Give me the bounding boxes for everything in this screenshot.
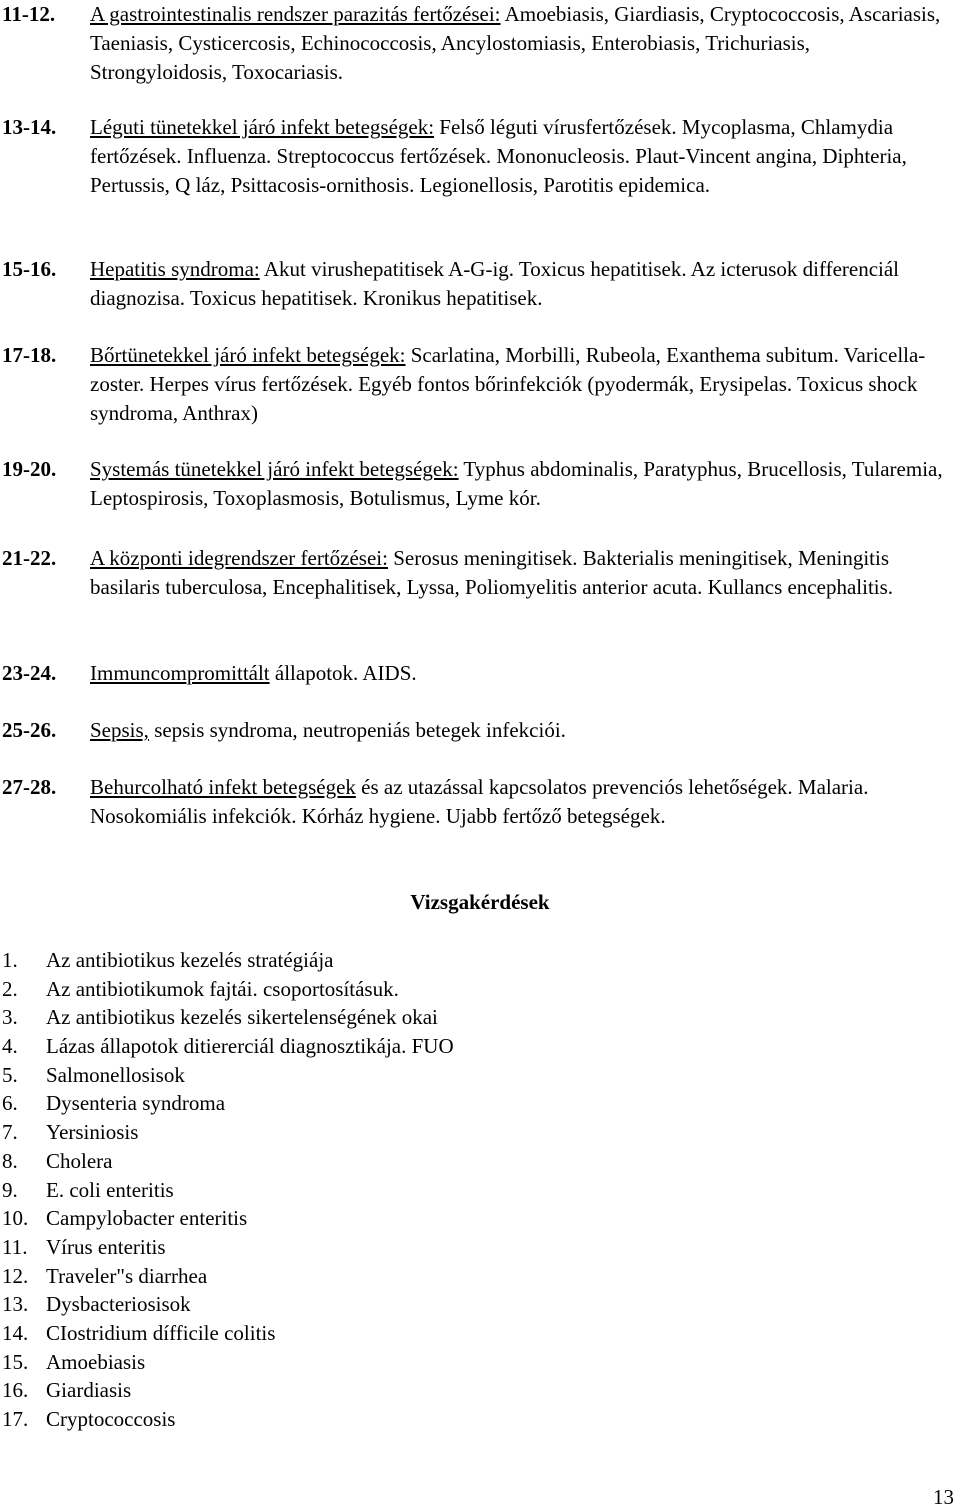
question-number: 16. [2, 1378, 29, 1403]
entry-number: 23-24. [2, 661, 57, 685]
question-text: Campylobacter enteritis [46, 1206, 248, 1231]
question-number: 15. [2, 1349, 29, 1374]
question-text: Lázas állapotok ditiererciál diagnosztikája. FUO [46, 1034, 454, 1059]
entry-text [90, 255, 950, 313]
question-number: 2. [2, 976, 18, 1001]
exam-question [0, 1348, 960, 1377]
exam-question [0, 1290, 960, 1319]
exam-question [0, 975, 960, 1004]
question-text: Az antibiotikumok fajtái. csoportosításuk. [46, 976, 399, 1001]
exam-question [0, 1176, 960, 1205]
question-text: Dysenteria syndroma [46, 1091, 226, 1116]
entry-text [90, 659, 950, 688]
entry-number: 25-26. [2, 718, 57, 742]
entry-number: 11-12. [2, 2, 56, 26]
entry-text [90, 113, 950, 200]
question-number: 11. [2, 1234, 28, 1259]
question-text: Vírus enteritis [46, 1234, 166, 1259]
question-text: Giardiasis [46, 1378, 132, 1403]
exam-questions-title: Vizsgakérdések [410, 890, 550, 914]
entry-number: 19-20. [2, 457, 57, 481]
entry-description: Akut virushepatitisek A-G-ig. Toxicus hepatitisek. Az icterusok differenciál diagnozisa. Toxicus hepatitisek. Kronikus hepatitisek. [90, 257, 900, 310]
entry-text [90, 773, 950, 831]
page-number: 13 [933, 1485, 954, 1509]
question-number: 6. [2, 1091, 18, 1116]
entry-description: sepsis syndroma, neutropeniás betegek infekciói. [148, 718, 566, 742]
entry-topic: Immuncompromittált [90, 661, 270, 685]
entry-number: 17-18. [2, 343, 57, 367]
question-text: Traveler"s diarrhea [46, 1263, 208, 1288]
entry-number: 27-28. [2, 775, 57, 799]
question-number: 10. [2, 1206, 29, 1231]
question-text: E. coli enteritis [46, 1177, 174, 1202]
entry-number: 15-16. [2, 257, 57, 281]
question-text: Az antibiotikus kezelés stratégiája [46, 948, 334, 972]
question-number: 1. [2, 948, 18, 972]
entry-topic: Bőrtünetekkel járó infekt betegségek: [90, 343, 406, 367]
entry-topic: A központi idegrendszer fertőzései: [90, 546, 388, 570]
exam-question [0, 1147, 960, 1176]
entry-text [90, 716, 950, 745]
entry-description: Amoebiasis, Giardiasis, Cryptococcosis, Ascariasis, Taeniasis, Cysticercosis, Echinococcosis, Ancylostomiasis, Enterobiasis, Trichuriasis, Strongyloidosis, Toxocariasis. [90, 2, 941, 84]
question-number: 5. [2, 1062, 18, 1087]
exam-questions-list [0, 946, 960, 1434]
entry-text [90, 455, 950, 513]
exam-question [0, 1262, 960, 1291]
question-text: Salmonellosisok [46, 1062, 185, 1087]
question-text: Dysbacteriosisok [46, 1292, 191, 1317]
exam-question [0, 1003, 960, 1032]
question-text: Cryptococcosis [46, 1407, 176, 1431]
question-text: Cholera [46, 1148, 113, 1173]
entry-description: Typhus abdominalis, Paratyphus, Brucellosis, Tularemia, Leptospirosis, Toxoplasmosis, Botulismus, Lyme kór. [90, 457, 943, 510]
exam-question [0, 1233, 960, 1262]
question-text: Az antibiotikus kezelés sikertelenségének okai [46, 1005, 438, 1030]
exam-question [0, 1061, 960, 1090]
question-number: 14. [2, 1320, 29, 1345]
exam-question [0, 1118, 960, 1147]
entry-number: 21-22. [2, 546, 57, 570]
exam-question [0, 1319, 960, 1348]
entry-text [90, 0, 950, 87]
entry-description: Serosus meningitisek. Bakterialis meningitisek, Meningitis basilaris tuberculosa, Encephalitisek, Lyssa, Poliomyelitis anterior acuta. Kullancs encephalitis. [90, 546, 894, 599]
entry-number: 13-14. [2, 115, 57, 139]
question-number: 9. [2, 1177, 18, 1202]
question-number: 12. [2, 1263, 29, 1288]
entry-description: Scarlatina, Morbilli, Rubeola, Exanthema subitum. Varicella-zoster. Herpes vírus fertőzések. Egyéb fontos bőrinfekciók (pyodermák, Erysipelas. Toxicus shock syndroma, Anthrax) [90, 343, 926, 425]
question-number: 7. [2, 1120, 18, 1145]
entry-topic: Léguti tünetekkel járó infekt betegségek: [90, 115, 435, 139]
exam-question [0, 1204, 960, 1233]
exam-question [0, 1376, 960, 1405]
exam-question [0, 1405, 960, 1434]
exam-question [0, 946, 960, 975]
question-number: 17. [2, 1407, 29, 1431]
entry-topic: Behurcolható infekt betegségek [90, 775, 356, 799]
question-number: 13. [2, 1292, 29, 1317]
question-text: Amoebiasis [46, 1349, 146, 1374]
entry-text [90, 544, 950, 602]
entry-description: Felső léguti vírusfertőzések. Mycoplasma, Chlamydia fertőzések. Influenza. Streptococcus fertőzések. Mononucleosis. Plaut-Vincent angina, Diphteria, Pertussis, Q láz, Psittacosis-ornithosis. Legionellosis, Parotitis epidemica. [90, 115, 907, 197]
question-number: 8. [2, 1148, 18, 1173]
entry-text [90, 341, 950, 428]
question-number: 4. [2, 1034, 18, 1059]
exam-question [0, 1032, 960, 1061]
entry-topic: Hepatitis syndroma: [90, 257, 260, 281]
entry-description: állapotok. AIDS. [269, 661, 417, 685]
exam-question [0, 1089, 960, 1118]
question-number: 3. [2, 1005, 18, 1030]
entry-description: és az utazással kapcsolatos prevenciós lehetőségek. Malaria. Nosokomiális infekciók. Kórház hygiene. Ujabb fertőző betegségek. [90, 775, 869, 828]
question-text: Yersiniosis [46, 1120, 139, 1145]
entry-topic: Sepsis, [90, 718, 149, 742]
entry-topic: A gastrointestinalis rendszer parazitás fertőzései: [90, 2, 501, 26]
question-text: CIostridium dífficile colitis [46, 1320, 276, 1345]
entry-topic: Systemás tünetekkel járó infekt betegségek: [90, 457, 459, 481]
